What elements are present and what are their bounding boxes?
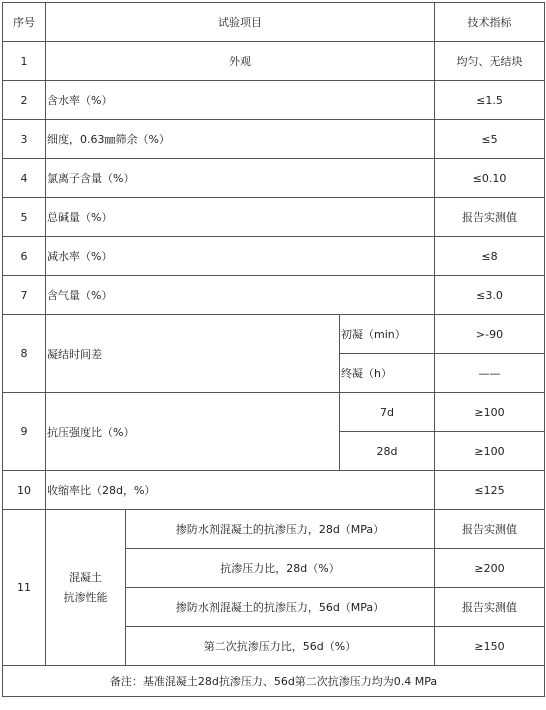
table-row — [3, 471, 545, 510]
row-spec: ≤0.10 — [435, 159, 545, 198]
row-number: 9 — [3, 393, 46, 471]
row-item-line2: 抗渗性能 — [63, 590, 108, 604]
row-spec: 报告实测值 — [435, 510, 545, 549]
row-spec: —— — [435, 354, 545, 393]
row-spec: ≥200 — [435, 549, 545, 588]
note-row — [3, 666, 545, 697]
header-spec: 技术指标 — [435, 3, 545, 42]
row-subitem: 7d — [340, 393, 435, 432]
row-spec: ≤3.0 — [435, 276, 545, 315]
table-row — [3, 393, 545, 432]
row-spec: ≥150 — [435, 627, 545, 666]
table-row — [3, 510, 545, 549]
row-subitem: 掺防水剂混凝土的抗渗压力，28d（MPa） — [126, 510, 435, 549]
row-subitem: 初凝（min） — [340, 315, 435, 354]
row-spec: ≤5 — [435, 120, 545, 159]
row-item: 收缩率比（28d，%） — [46, 471, 435, 510]
table-row — [3, 198, 545, 237]
row-spec: 报告实测值 — [435, 588, 545, 627]
row-item-line1: 混凝土 — [69, 570, 102, 584]
row-spec: ≤1.5 — [435, 81, 545, 120]
row-item: 减水率（%） — [46, 237, 435, 276]
row-item: 含水率（%） — [46, 81, 435, 120]
row-item: 细度，0.63㎜筛余（%） — [46, 120, 435, 159]
row-number: 8 — [3, 315, 46, 393]
table-row — [3, 81, 545, 120]
table-row — [3, 159, 545, 198]
row-item: 抗压强度比（%） — [46, 393, 340, 471]
row-item: 氯离子含量（%） — [46, 159, 435, 198]
row-number: 7 — [3, 276, 46, 315]
row-item — [46, 510, 126, 666]
row-subitem: 28d — [340, 432, 435, 471]
row-spec: 均匀、无结块 — [435, 42, 545, 81]
table-row — [3, 315, 545, 354]
row-item: 总碱量（%） — [46, 198, 435, 237]
row-number: 2 — [3, 81, 46, 120]
row-number: 1 — [3, 42, 46, 81]
row-number: 4 — [3, 159, 46, 198]
row-number: 5 — [3, 198, 46, 237]
table-row — [3, 42, 545, 81]
header-no: 序号 — [3, 3, 46, 42]
row-spec: ≥100 — [435, 393, 545, 432]
table-row — [3, 276, 545, 315]
table-row — [3, 120, 545, 159]
row-spec: ≤8 — [435, 237, 545, 276]
row-item: 外观 — [46, 42, 435, 81]
row-subitem: 抗渗压力比，28d（%） — [126, 549, 435, 588]
table-header-row — [3, 3, 545, 42]
row-number: 3 — [3, 120, 46, 159]
spec-table — [2, 2, 545, 697]
row-spec: >-90 — [435, 315, 545, 354]
row-spec: ≥100 — [435, 432, 545, 471]
row-item: 含气量（%） — [46, 276, 435, 315]
header-item: 试验项目 — [46, 3, 435, 42]
row-subitem: 第二次抗渗压力比，56d（%） — [126, 627, 435, 666]
table-note: 备注：基准混凝土28d抗渗压力、56d第二次抗渗压力均为0.4 MPa — [3, 666, 545, 697]
row-number: 6 — [3, 237, 46, 276]
row-subitem: 终凝（h） — [340, 354, 435, 393]
table-row — [3, 237, 545, 276]
row-spec: ≤125 — [435, 471, 545, 510]
row-spec: 报告实测值 — [435, 198, 545, 237]
row-number: 11 — [3, 510, 46, 666]
row-number: 10 — [3, 471, 46, 510]
row-item: 凝结时间差 — [46, 315, 340, 393]
row-subitem: 掺防水剂混凝土的抗渗压力，56d（MPa） — [126, 588, 435, 627]
